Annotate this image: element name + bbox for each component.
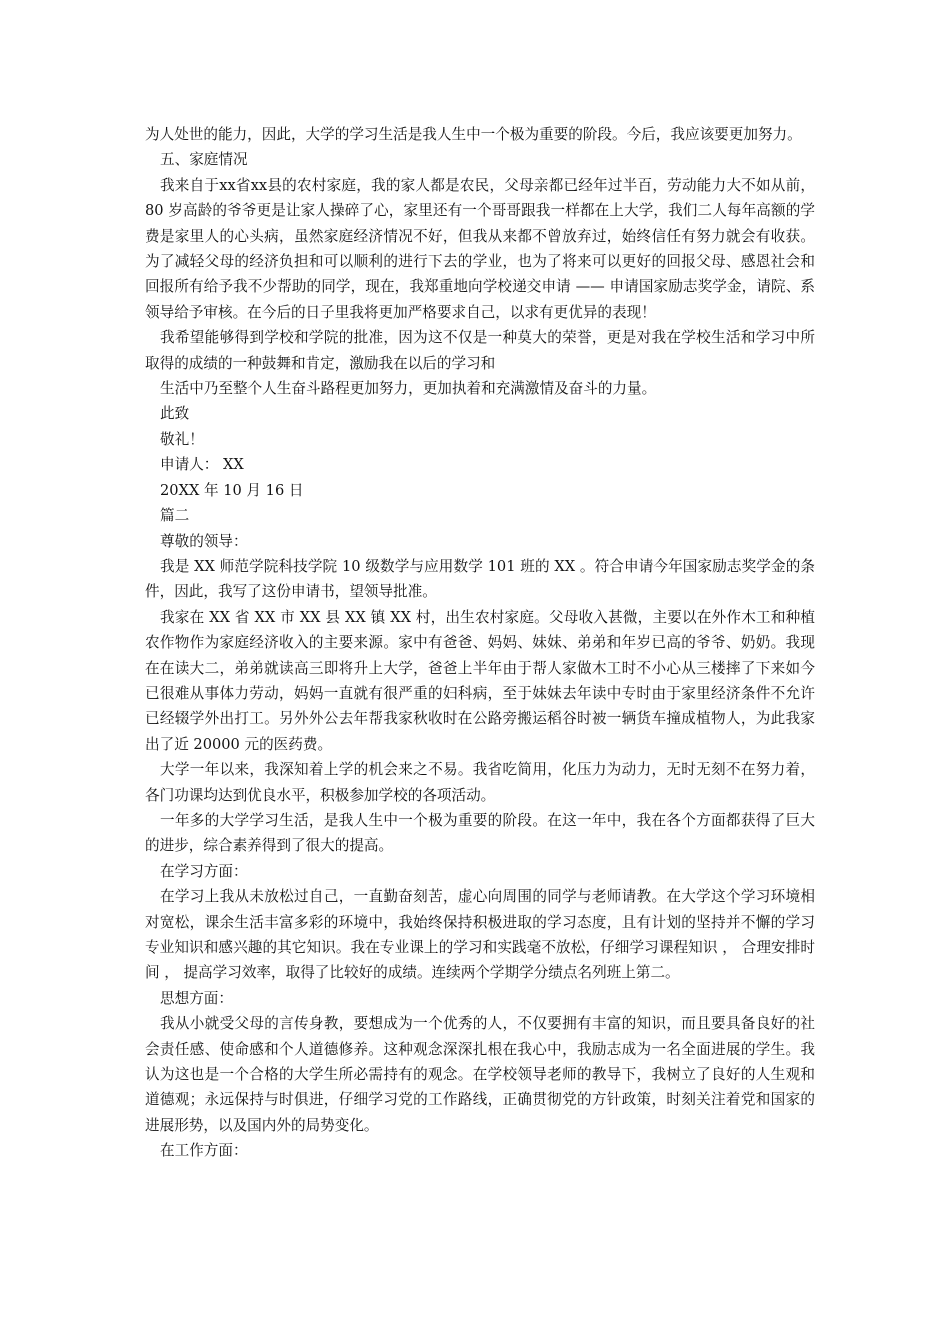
section-heading-family: 五、家庭情况 — [160, 151, 248, 169]
closing-regards: 敬礼！ — [160, 430, 204, 448]
section-heading-part-two: 篇二 — [160, 507, 190, 525]
paragraph: 一年多的大学学习生活，是我人生中一个极为重要的阶段。在这一年中，我在各个方面都获得了巨大的进步，综合素养得到了很大的提高。 — [145, 811, 815, 855]
applicant-name: 申请人： XX — [160, 456, 244, 474]
closing-salutation: 此致 — [160, 405, 190, 423]
greeting: 尊敬的领导： — [160, 532, 248, 550]
paragraph: 我从小就受父母的言传身教，要想成为一个优秀的人，不仅要拥有丰富的知识，而且要具备良好的社会责任感、使命感和个人道德修养。这种观念深深扎根在我心中，我励志成为一名全面进展的学生。我认为这也是一个合格的大学生所必需持有的观念。在学校领导老师的教导下，我树立了良好的人生观和道德观；永远保持与时俱进，仔细学习党的工作路线，正确贯彻党的方针政策，时刻关注着党和国家的进展形势，以及国内外的局势变化。 — [145, 1015, 815, 1134]
subheading-work: 在工作方面： — [160, 1142, 248, 1160]
document-body — [145, 122, 815, 1164]
paragraph: 我是 XX 师范学院科技学院 10 级数学与应用数学 101 班的 XX 。符合申请今年国家励志奖学金的条件，因此，我写了这份申请书，望领导批准。 — [145, 557, 815, 601]
letter-date: 20XX 年 10 月 16 日 — [160, 481, 304, 499]
paragraph: 生活中乃至整个人生奋斗路程更加努力，更加执着和充满激情及奋斗的力量。 — [160, 380, 657, 398]
paragraph: 我希望能够得到学校和学院的批准，因为这不仅是一种莫大的荣誉，更是对我在学校生活和学习中所取得的成绩的一种鼓舞和肯定，激励我在以后的学习和 — [145, 329, 815, 372]
paragraph: 大学一年以来，我深知着上学的机会来之不易。我省吃简用，化压力为动力，无时无刻不在努力着，各门功课均达到优良水平，积极参加学校的各项活动。 — [145, 761, 815, 804]
subheading-thought: 思想方面： — [160, 989, 233, 1007]
paragraph: 为人处世的能力，因此，大学的学习生活是我人生中一个极为重要的阶段。今后，我应该要更加努力。 — [145, 126, 802, 143]
paragraph: 我来自于xx省xx县的农村家庭，我的家人都是农民，父母亲都已经年过半百，劳动能力大不如从前， 80 岁高龄的爷爷更是让家人操碎了心，家里还有一个哥哥跟我一样都在上大学，我们二人每年高额的学费是家里人的心头病，虽然家庭经济情况不好，但我从来都不曾放弃过，始终信任有努力就会有收获。为了减轻父母的经济负担和可以顺利的进行下去的学业，也为了将来可以更好的回报父母、感恩社会和回报所有给予我不少帮助的同学，现在，我郑重地向学校递交申请 —— 申请国家励志奖学金，请院、系领导给予审核。在今后的日子里我将更加严格要求自己，以求有更优异的表现！ — [145, 176, 815, 321]
subheading-study: 在学习方面： — [160, 862, 248, 880]
paragraph: 我家在 XX 省 XX 市 XX 县 XX 镇 XX 村，出生农村家庭。父母收入甚微，主要以在外作木工和种植农作物作为家庭经济收入的主要来源。家中有爸爸、妈妈、妹妹、弟弟和年岁已高的爷爷、奶奶。我现在在读大二，弟弟就读高三即将升上大学，爸爸上半年由于帮人家做木工时不小心从三楼摔了下来如今已很难从事体力劳动，妈妈一直就有很严重的妇科病，至于妹妹去年读中专时由于家里经济条件不允许已经辍学外出打工。另外外公去年帮我家秋收时在公路旁搬运稻谷时被一辆货车撞成植物人，为此我家出了近 20000 元的医药费。 — [145, 608, 815, 753]
paragraph: 在学习上我从未放松过自己，一直勤奋刻苦，虚心向周围的同学与老师请教。在大学这个学习环境相对宽松，课余生活丰富多彩的环境中，我始终保持积极进取的学习态度，且有计划的坚持并不懈的学习专业知识和感兴趣的其它知识。我在专业课上的学习和实践毫不放松，仔细学习课程知识 ， 合理安排时间 ， 提高学习效率，取得了比较好的成绩。连续两个学期学分绩点名列班上第二。 — [145, 888, 815, 982]
